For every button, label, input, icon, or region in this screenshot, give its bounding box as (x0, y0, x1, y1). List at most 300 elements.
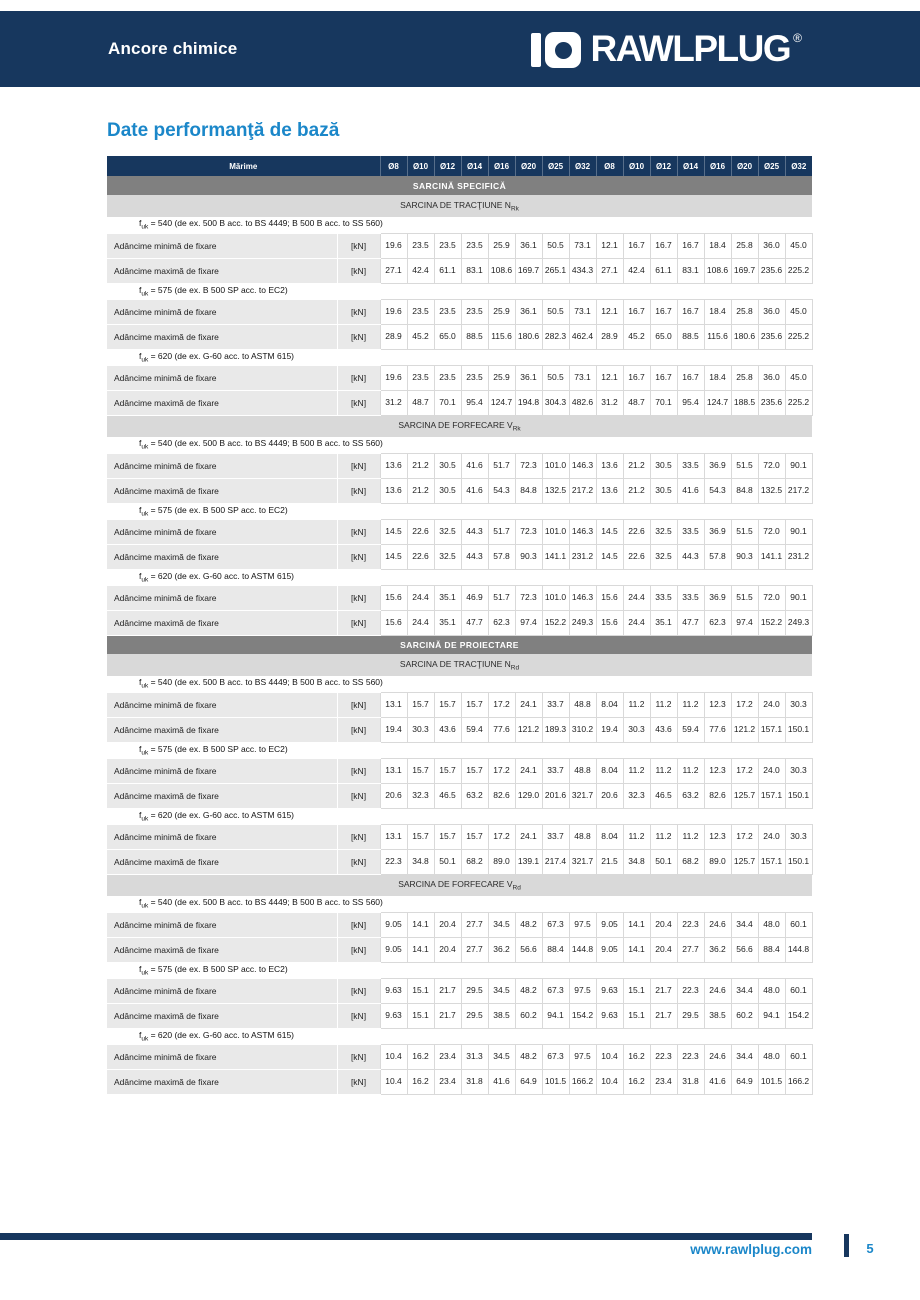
value-cell: 31.2 (596, 390, 623, 415)
performance-table-container (107, 156, 813, 1095)
value-cell: 139.1 (515, 849, 542, 874)
rawlplug-logo-icon (531, 32, 581, 68)
value-cell: 60.2 (515, 1003, 542, 1028)
value-cell: 20.4 (434, 912, 461, 937)
value-cell: 65.0 (434, 324, 461, 349)
value-cell: 15.6 (380, 585, 407, 610)
value-cell: 11.2 (677, 758, 704, 783)
value-cell: 36.1 (515, 233, 542, 258)
diameter-column-header: Ø25 (758, 156, 785, 176)
value-cell: 48.2 (515, 978, 542, 1003)
value-cell: 82.6 (704, 783, 731, 808)
value-cell: 89.0 (488, 849, 515, 874)
value-cell: 235.6 (758, 390, 785, 415)
row-label: Adâncime maximă de fixare (107, 1069, 337, 1094)
value-cell: 54.3 (488, 478, 515, 503)
value-cell: 22.3 (677, 912, 704, 937)
value-cell: 9.05 (596, 937, 623, 962)
value-cell: 73.1 (569, 365, 596, 390)
fuk-label-text: = 620 (de ex. G-60 acc. to ASTM 615) (148, 570, 295, 581)
value-cell: 88.5 (677, 324, 704, 349)
value-cell: 21.2 (407, 478, 434, 503)
value-cell: 30.5 (434, 453, 461, 478)
value-cell: 30.5 (434, 478, 461, 503)
value-cell: 27.1 (596, 258, 623, 283)
value-cell: 30.3 (407, 717, 434, 742)
value-cell: 141.1 (542, 544, 569, 569)
value-cell: 32.5 (650, 544, 677, 569)
value-cell: 23.5 (407, 233, 434, 258)
value-cell: 50.1 (650, 849, 677, 874)
row-unit: [kN] (337, 324, 380, 349)
value-cell: 33.7 (542, 824, 569, 849)
value-cell: 50.5 (542, 233, 569, 258)
value-cell: 48.0 (758, 912, 785, 937)
value-cell: 36.0 (758, 233, 785, 258)
value-cell: 101.0 (542, 453, 569, 478)
row-unit: [kN] (337, 824, 380, 849)
diameter-column-header: Ø32 (785, 156, 812, 176)
value-cell: 225.2 (785, 390, 812, 415)
data-row (107, 758, 812, 783)
value-cell: 24.0 (758, 758, 785, 783)
row-unit: [kN] (337, 478, 380, 503)
value-cell: 21.2 (407, 453, 434, 478)
value-cell: 90.3 (731, 544, 758, 569)
value-cell: 83.1 (677, 258, 704, 283)
value-cell: 24.6 (704, 1044, 731, 1069)
value-cell: 13.6 (596, 453, 623, 478)
row-unit: [kN] (337, 610, 380, 635)
value-cell: 201.6 (542, 783, 569, 808)
data-row (107, 1003, 812, 1028)
value-cell: 16.7 (677, 233, 704, 258)
value-cell: 15.1 (407, 978, 434, 1003)
value-cell: 235.6 (758, 258, 785, 283)
value-cell: 41.6 (704, 1069, 731, 1094)
fuk-row (107, 349, 812, 365)
diameter-column-header: Ø25 (542, 156, 569, 176)
value-cell: 101.5 (542, 1069, 569, 1094)
value-cell: 16.7 (677, 299, 704, 324)
value-cell: 24.1 (515, 692, 542, 717)
value-cell: 34.4 (731, 912, 758, 937)
value-cell: 64.9 (515, 1069, 542, 1094)
value-cell: 23.4 (434, 1069, 461, 1094)
value-cell: 169.7 (731, 258, 758, 283)
value-cell: 10.4 (380, 1044, 407, 1069)
value-cell: 16.2 (407, 1044, 434, 1069)
value-cell: 24.4 (407, 610, 434, 635)
value-cell: 31.8 (677, 1069, 704, 1094)
fuk-label-subscript: uk (141, 356, 149, 364)
logo-bar-shape (531, 33, 541, 67)
row-label: Adâncime minimă de fixare (107, 233, 337, 258)
fuk-label-base: f (139, 504, 142, 515)
section-band-row (107, 635, 812, 654)
value-cell: 15.1 (623, 1003, 650, 1028)
value-cell: 31.8 (461, 1069, 488, 1094)
fuk-label-base: f (139, 897, 142, 908)
diameter-column-header: Ø16 (488, 156, 515, 176)
row-unit: [kN] (337, 365, 380, 390)
value-cell: 24.6 (704, 912, 731, 937)
value-cell: 125.7 (731, 783, 758, 808)
value-cell: 15.7 (461, 824, 488, 849)
diameter-column-header: Ø8 (596, 156, 623, 176)
diameter-column-header: Ø20 (515, 156, 542, 176)
value-cell: 15.7 (461, 758, 488, 783)
value-cell: 45.0 (785, 299, 812, 324)
value-cell: 84.8 (731, 478, 758, 503)
row-label: Adâncime maximă de fixare (107, 258, 337, 283)
value-cell: 20.6 (380, 783, 407, 808)
diameter-column-header: Ø14 (677, 156, 704, 176)
value-cell: 22.3 (380, 849, 407, 874)
value-cell: 90.1 (785, 519, 812, 544)
row-label: Adâncime maximă de fixare (107, 937, 337, 962)
row-label: Adâncime maximă de fixare (107, 717, 337, 742)
value-cell: 17.2 (488, 824, 515, 849)
value-cell: 36.9 (704, 453, 731, 478)
value-cell: 94.1 (758, 1003, 785, 1028)
value-cell: 32.5 (650, 519, 677, 544)
data-row (107, 324, 812, 349)
value-cell: 64.9 (731, 1069, 758, 1094)
data-row (107, 824, 812, 849)
value-cell: 23.5 (461, 365, 488, 390)
data-row (107, 610, 812, 635)
size-column-header: Mărime (107, 156, 380, 176)
data-row (107, 258, 812, 283)
value-cell: 150.1 (785, 783, 812, 808)
fuk-label-text: = 540 (de ex. 500 B acc. to BS 4449; B 500 B acc. to SS 560) (148, 438, 383, 449)
value-cell: 61.1 (434, 258, 461, 283)
fuk-row (107, 217, 812, 233)
value-cell: 47.7 (677, 610, 704, 635)
subsection-title-row (107, 415, 812, 437)
fuk-label-text: = 575 (de ex. B 500 SP acc. to EC2) (148, 743, 288, 754)
page-title: Date performanţă de bază (107, 120, 340, 141)
value-cell: 41.6 (677, 478, 704, 503)
row-label: Adâncime maximă de fixare (107, 1003, 337, 1028)
value-cell: 72.0 (758, 519, 785, 544)
value-cell: 20.4 (434, 937, 461, 962)
value-cell: 217.2 (569, 478, 596, 503)
value-cell: 23.5 (434, 365, 461, 390)
value-cell: 34.5 (488, 912, 515, 937)
value-cell: 36.9 (704, 519, 731, 544)
value-cell: 14.1 (407, 937, 434, 962)
value-cell: 11.2 (623, 824, 650, 849)
value-cell: 225.2 (785, 324, 812, 349)
fuk-label-subscript: uk (141, 290, 149, 298)
value-cell: 31.2 (380, 390, 407, 415)
value-cell: 28.9 (380, 324, 407, 349)
value-cell: 12.1 (596, 233, 623, 258)
value-cell: 17.2 (731, 692, 758, 717)
row-unit: [kN] (337, 1069, 380, 1094)
value-cell: 9.63 (380, 978, 407, 1003)
value-cell: 13.6 (380, 453, 407, 478)
value-cell: 48.0 (758, 978, 785, 1003)
fuk-row (107, 962, 812, 978)
subsection-title: SARCINA DE TRACŢIUNE N (400, 199, 511, 210)
value-cell: 51.5 (731, 585, 758, 610)
fuk-row (107, 896, 812, 912)
value-cell: 23.5 (434, 299, 461, 324)
row-unit: [kN] (337, 717, 380, 742)
value-cell: 90.1 (785, 453, 812, 478)
value-cell: 15.6 (596, 610, 623, 635)
subsection-title-subscript: Rd (512, 884, 521, 892)
data-row (107, 519, 812, 544)
row-unit: [kN] (337, 233, 380, 258)
fuk-label-base: f (139, 438, 142, 449)
value-cell: 150.1 (785, 849, 812, 874)
value-cell: 25.8 (731, 365, 758, 390)
value-cell: 154.2 (569, 1003, 596, 1028)
value-cell: 30.3 (785, 824, 812, 849)
value-cell: 310.2 (569, 717, 596, 742)
value-cell: 30.5 (650, 478, 677, 503)
value-cell: 48.2 (515, 912, 542, 937)
value-cell: 225.2 (785, 258, 812, 283)
row-label: Adâncime minimă de fixare (107, 1044, 337, 1069)
value-cell: 45.2 (407, 324, 434, 349)
value-cell: 16.7 (623, 299, 650, 324)
row-label: Adâncime maximă de fixare (107, 390, 337, 415)
value-cell: 88.4 (542, 937, 569, 962)
value-cell: 17.2 (731, 824, 758, 849)
fuk-row (107, 503, 812, 519)
row-unit: [kN] (337, 299, 380, 324)
fuk-label-subscript: uk (141, 749, 149, 757)
fuk-label-text: = 540 (de ex. 500 B acc. to BS 4449; B 500 B acc. to SS 560) (148, 897, 383, 908)
value-cell: 15.7 (407, 758, 434, 783)
value-cell: 22.3 (650, 1044, 677, 1069)
row-unit: [kN] (337, 783, 380, 808)
value-cell: 141.1 (758, 544, 785, 569)
value-cell: 90.3 (515, 544, 542, 569)
fuk-row (107, 437, 812, 453)
value-cell: 16.7 (650, 299, 677, 324)
value-cell: 21.7 (434, 978, 461, 1003)
value-cell: 166.2 (785, 1069, 812, 1094)
value-cell: 9.05 (596, 912, 623, 937)
value-cell: 62.3 (704, 610, 731, 635)
data-row (107, 849, 812, 874)
value-cell: 95.4 (461, 390, 488, 415)
section-band-label: SARCINĂ DE PROIECTARE (107, 635, 812, 654)
fuk-label-subscript: uk (141, 683, 149, 691)
value-cell: 63.2 (461, 783, 488, 808)
value-cell: 36.1 (515, 365, 542, 390)
fuk-label-base: f (139, 350, 142, 361)
value-cell: 59.4 (461, 717, 488, 742)
value-cell: 48.2 (515, 1044, 542, 1069)
value-cell: 11.2 (650, 758, 677, 783)
value-cell: 24.4 (623, 610, 650, 635)
diameter-column-header: Ø10 (407, 156, 434, 176)
value-cell: 17.2 (731, 758, 758, 783)
fuk-label-subscript: uk (141, 1035, 149, 1043)
value-cell: 50.5 (542, 365, 569, 390)
value-cell: 57.8 (704, 544, 731, 569)
value-cell: 45.0 (785, 233, 812, 258)
value-cell: 23.5 (461, 299, 488, 324)
value-cell: 50.5 (542, 299, 569, 324)
value-cell: 249.3 (785, 610, 812, 635)
value-cell: 63.2 (677, 783, 704, 808)
data-row (107, 1044, 812, 1069)
data-row (107, 912, 812, 937)
fuk-label-text: = 575 (de ex. B 500 SP acc. to EC2) (148, 504, 288, 515)
value-cell: 21.7 (434, 1003, 461, 1028)
data-row (107, 453, 812, 478)
fuk-label-base: f (139, 570, 142, 581)
value-cell: 169.7 (515, 258, 542, 283)
value-cell: 22.3 (677, 1044, 704, 1069)
row-label: Adâncime minimă de fixare (107, 824, 337, 849)
fuk-label-text: = 575 (de ex. B 500 SP acc. to EC2) (148, 284, 288, 295)
value-cell: 462.4 (569, 324, 596, 349)
value-cell: 30.5 (650, 453, 677, 478)
data-row (107, 585, 812, 610)
value-cell: 132.5 (758, 478, 785, 503)
value-cell: 14.1 (407, 912, 434, 937)
value-cell: 25.9 (488, 365, 515, 390)
fuk-label-subscript: uk (141, 224, 149, 232)
top-header-bar (0, 11, 920, 87)
value-cell: 95.4 (677, 390, 704, 415)
value-cell: 21.7 (650, 978, 677, 1003)
value-cell: 194.8 (515, 390, 542, 415)
value-cell: 48.0 (758, 1044, 785, 1069)
value-cell: 15.7 (461, 692, 488, 717)
value-cell: 20.6 (596, 783, 623, 808)
value-cell: 129.0 (515, 783, 542, 808)
data-row (107, 299, 812, 324)
value-cell: 23.4 (434, 1044, 461, 1069)
data-row (107, 978, 812, 1003)
category-title: Ancore chimice (108, 39, 238, 58)
value-cell: 25.9 (488, 299, 515, 324)
value-cell: 13.1 (380, 692, 407, 717)
value-cell: 48.8 (569, 692, 596, 717)
value-cell: 57.8 (488, 544, 515, 569)
value-cell: 217.4 (542, 849, 569, 874)
value-cell: 150.1 (785, 717, 812, 742)
value-cell: 60.2 (731, 1003, 758, 1028)
value-cell: 166.2 (569, 1069, 596, 1094)
value-cell: 231.2 (785, 544, 812, 569)
value-cell: 23.5 (434, 233, 461, 258)
value-cell: 144.8 (785, 937, 812, 962)
value-cell: 9.05 (380, 937, 407, 962)
value-cell: 146.3 (569, 453, 596, 478)
value-cell: 25.8 (731, 299, 758, 324)
value-cell: 14.5 (596, 519, 623, 544)
value-cell: 32.3 (623, 783, 650, 808)
value-cell: 321.7 (569, 849, 596, 874)
value-cell: 60.1 (785, 912, 812, 937)
value-cell: 33.7 (542, 692, 569, 717)
data-row (107, 478, 812, 503)
value-cell: 9.05 (380, 912, 407, 937)
value-cell: 38.5 (704, 1003, 731, 1028)
row-label: Adâncime minimă de fixare (107, 978, 337, 1003)
value-cell: 235.6 (758, 324, 785, 349)
row-label: Adâncime minimă de fixare (107, 365, 337, 390)
value-cell: 61.1 (650, 258, 677, 283)
value-cell: 46.5 (650, 783, 677, 808)
data-row (107, 783, 812, 808)
logo-plug-shape (545, 32, 581, 68)
value-cell: 65.0 (650, 324, 677, 349)
performance-table (107, 156, 813, 1095)
value-cell: 25.8 (731, 233, 758, 258)
value-cell: 29.5 (461, 978, 488, 1003)
value-cell: 19.6 (380, 233, 407, 258)
row-label: Adâncime minimă de fixare (107, 692, 337, 717)
value-cell: 41.6 (488, 1069, 515, 1094)
value-cell: 34.5 (488, 978, 515, 1003)
value-cell: 157.1 (758, 717, 785, 742)
value-cell: 16.7 (623, 233, 650, 258)
value-cell: 282.3 (542, 324, 569, 349)
logo-plug-circle (555, 42, 572, 59)
value-cell: 24.0 (758, 824, 785, 849)
fuk-label-text: = 620 (de ex. G-60 acc. to ASTM 615) (148, 350, 295, 361)
value-cell: 11.2 (677, 824, 704, 849)
value-cell: 22.6 (407, 544, 434, 569)
value-cell: 157.1 (758, 783, 785, 808)
value-cell: 30.3 (785, 758, 812, 783)
value-cell: 46.9 (461, 585, 488, 610)
value-cell: 34.8 (407, 849, 434, 874)
value-cell: 97.5 (569, 912, 596, 937)
subsection-title-subscript: Rk (510, 205, 519, 213)
row-unit: [kN] (337, 912, 380, 937)
row-label: Adâncime maximă de fixare (107, 849, 337, 874)
value-cell: 97.4 (731, 610, 758, 635)
subsection-title: SARCINA DE FORFECARE V (398, 878, 513, 889)
value-cell: 157.1 (758, 849, 785, 874)
diameter-column-header: Ø10 (623, 156, 650, 176)
value-cell: 34.4 (731, 978, 758, 1003)
value-cell: 23.5 (407, 299, 434, 324)
value-cell: 60.1 (785, 1044, 812, 1069)
fuk-label-subscript: uk (141, 444, 149, 452)
value-cell: 15.7 (407, 692, 434, 717)
value-cell: 48.8 (569, 824, 596, 849)
value-cell: 17.2 (488, 692, 515, 717)
row-label: Adâncime maximă de fixare (107, 324, 337, 349)
value-cell: 72.3 (515, 585, 542, 610)
fuk-label-base: f (139, 1029, 142, 1040)
subsection-title: SARCINA DE FORFECARE V (398, 419, 513, 430)
row-label: Adâncime minimă de fixare (107, 585, 337, 610)
value-cell: 101.5 (758, 1069, 785, 1094)
row-unit: [kN] (337, 849, 380, 874)
footer-url[interactable]: www.rawlplug.com (690, 1242, 812, 1257)
value-cell: 43.6 (434, 717, 461, 742)
value-cell: 36.9 (704, 585, 731, 610)
value-cell: 12.1 (596, 299, 623, 324)
value-cell: 38.5 (488, 1003, 515, 1028)
value-cell: 36.0 (758, 365, 785, 390)
